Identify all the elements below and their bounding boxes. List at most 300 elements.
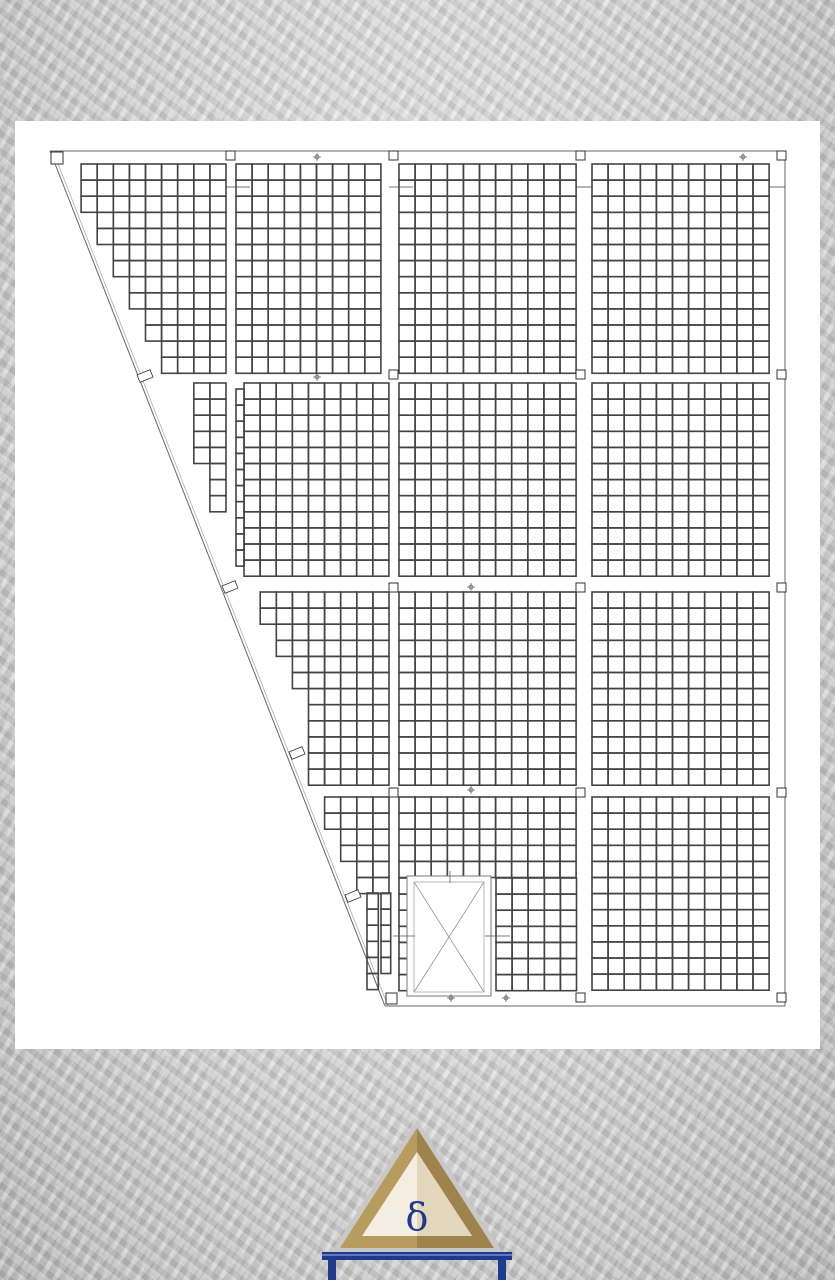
tile <box>737 797 753 813</box>
tile <box>673 769 689 785</box>
diagonal-wall-markers <box>137 370 361 903</box>
tile <box>373 415 389 431</box>
tile <box>624 624 640 640</box>
tile <box>447 164 463 180</box>
tile <box>737 212 753 228</box>
tile <box>512 753 528 769</box>
tile <box>325 544 341 560</box>
tile <box>325 399 341 415</box>
tile <box>737 496 753 512</box>
tile <box>689 325 705 341</box>
tile <box>512 544 528 560</box>
tile <box>349 228 365 244</box>
tile <box>608 813 624 829</box>
tile <box>705 894 721 910</box>
tile <box>210 196 226 212</box>
tile <box>624 640 640 656</box>
tile <box>721 878 737 894</box>
tile <box>333 212 349 228</box>
tile <box>721 383 737 399</box>
tile <box>721 309 737 325</box>
tile <box>268 325 284 341</box>
tile <box>705 813 721 829</box>
tile <box>705 544 721 560</box>
tile <box>373 608 389 624</box>
tile <box>447 480 463 496</box>
tile <box>447 447 463 463</box>
tile <box>705 769 721 785</box>
tile <box>721 753 737 769</box>
tile <box>210 415 226 431</box>
tile <box>640 431 656 447</box>
tile <box>512 656 528 672</box>
tile <box>705 753 721 769</box>
tile <box>512 975 528 991</box>
cross-mark <box>739 153 747 161</box>
tile <box>463 673 479 689</box>
tile <box>673 829 689 845</box>
tile <box>608 415 624 431</box>
tile <box>656 958 672 974</box>
tile <box>236 470 244 486</box>
shaft-outline <box>407 876 491 996</box>
tile <box>480 797 496 813</box>
tile <box>656 753 672 769</box>
tile <box>721 277 737 293</box>
tile <box>162 212 178 228</box>
tile <box>640 737 656 753</box>
tile <box>608 512 624 528</box>
tile <box>415 624 431 640</box>
tile <box>528 293 544 309</box>
logo-base-leg-left <box>328 1260 336 1280</box>
tile <box>463 624 479 640</box>
tile <box>656 164 672 180</box>
tile <box>512 942 528 958</box>
tile <box>415 196 431 212</box>
tile <box>608 293 624 309</box>
tile <box>528 261 544 277</box>
tile <box>194 293 210 309</box>
tile <box>560 721 576 737</box>
tile <box>496 910 512 926</box>
tile <box>268 341 284 357</box>
tile <box>244 431 260 447</box>
tile <box>673 528 689 544</box>
tile <box>721 245 737 261</box>
tile <box>624 829 640 845</box>
column-square <box>389 583 398 592</box>
tile <box>608 721 624 737</box>
tile <box>560 399 576 415</box>
tile <box>252 325 268 341</box>
tile <box>705 277 721 293</box>
tile <box>640 753 656 769</box>
logo-base <box>322 1252 512 1280</box>
tile <box>624 180 640 196</box>
tile <box>236 293 252 309</box>
tile <box>721 528 737 544</box>
tile <box>689 293 705 309</box>
tile <box>194 447 210 463</box>
tile <box>415 705 431 721</box>
tile <box>624 926 640 942</box>
tile <box>244 464 260 480</box>
tile <box>737 910 753 926</box>
company-logo <box>322 1118 512 1280</box>
tile <box>146 196 162 212</box>
tile <box>309 592 325 608</box>
tile <box>399 341 415 357</box>
tile <box>341 769 357 785</box>
tile <box>592 277 608 293</box>
tile <box>365 196 381 212</box>
tile <box>431 228 447 244</box>
tile <box>624 277 640 293</box>
tile <box>608 528 624 544</box>
tile <box>624 878 640 894</box>
tile <box>544 228 560 244</box>
tile <box>496 829 512 845</box>
tile <box>292 608 308 624</box>
tile <box>624 293 640 309</box>
tile <box>333 293 349 309</box>
tile <box>512 293 528 309</box>
tile <box>399 624 415 640</box>
tile <box>673 705 689 721</box>
tile <box>624 721 640 737</box>
tile <box>146 180 162 196</box>
tile <box>447 383 463 399</box>
tile <box>512 592 528 608</box>
tile <box>415 737 431 753</box>
tile <box>512 894 528 910</box>
tile <box>373 592 389 608</box>
tile <box>592 261 608 277</box>
tile <box>260 496 276 512</box>
tile <box>721 325 737 341</box>
tile <box>480 737 496 753</box>
dimension-marks <box>226 153 785 1002</box>
tile <box>737 845 753 861</box>
tile <box>210 496 226 512</box>
tile <box>753 894 769 910</box>
tile <box>673 480 689 496</box>
tile <box>560 261 576 277</box>
tile <box>236 437 244 453</box>
tile <box>415 656 431 672</box>
tile <box>373 689 389 705</box>
tile <box>300 357 316 373</box>
tile <box>624 689 640 705</box>
tile <box>608 910 624 926</box>
tile <box>308 431 324 447</box>
tile <box>325 608 341 624</box>
tile <box>276 399 292 415</box>
tile <box>480 309 496 325</box>
tile <box>415 325 431 341</box>
tile <box>624 705 640 721</box>
tile <box>496 640 512 656</box>
tile <box>656 512 672 528</box>
tile <box>292 640 308 656</box>
tile <box>373 797 389 813</box>
tile <box>341 737 357 753</box>
tile <box>689 753 705 769</box>
tile <box>300 341 316 357</box>
tile <box>753 721 769 737</box>
tile <box>689 721 705 737</box>
tile <box>480 705 496 721</box>
tile <box>528 277 544 293</box>
tile <box>705 341 721 357</box>
tile <box>689 528 705 544</box>
tile <box>463 293 479 309</box>
tile <box>608 480 624 496</box>
tile <box>447 399 463 415</box>
tile <box>496 212 512 228</box>
tile <box>753 942 769 958</box>
tile <box>512 325 528 341</box>
tile <box>341 383 357 399</box>
tile <box>431 357 447 373</box>
tile <box>624 528 640 544</box>
tile <box>608 878 624 894</box>
tile <box>721 861 737 877</box>
tile <box>689 431 705 447</box>
tile <box>592 737 608 753</box>
tile <box>236 405 244 421</box>
tile <box>544 164 560 180</box>
tile <box>640 926 656 942</box>
tile <box>673 640 689 656</box>
tile <box>705 640 721 656</box>
tile <box>608 383 624 399</box>
tile <box>210 180 226 196</box>
tile <box>162 261 178 277</box>
tile <box>113 212 129 228</box>
tile <box>753 357 769 373</box>
tile <box>309 640 325 656</box>
tile <box>463 447 479 463</box>
tile <box>308 399 324 415</box>
tile <box>146 293 162 309</box>
tile <box>480 528 496 544</box>
tile <box>592 974 608 990</box>
tile <box>357 689 373 705</box>
tile <box>349 245 365 261</box>
tile <box>447 656 463 672</box>
tile <box>560 196 576 212</box>
tile <box>252 341 268 357</box>
tile <box>496 164 512 180</box>
tile <box>640 399 656 415</box>
tile <box>284 341 300 357</box>
tile <box>415 164 431 180</box>
tile <box>463 689 479 705</box>
tile <box>367 974 378 990</box>
tile <box>753 261 769 277</box>
tile <box>210 341 226 357</box>
tile-grid-bay-r3c3 <box>399 592 576 785</box>
tile <box>608 309 624 325</box>
tile <box>252 357 268 373</box>
tile <box>705 942 721 958</box>
tile <box>447 357 463 373</box>
tile <box>560 464 576 480</box>
tile <box>560 926 576 942</box>
tile <box>480 415 496 431</box>
tile <box>544 942 560 958</box>
tile <box>640 447 656 463</box>
tile <box>592 447 608 463</box>
tile <box>284 245 300 261</box>
tile <box>463 608 479 624</box>
tile <box>753 447 769 463</box>
tile <box>463 845 479 861</box>
tile <box>308 464 324 480</box>
tile <box>512 673 528 689</box>
tile <box>357 431 373 447</box>
tile <box>325 797 341 813</box>
tile <box>528 447 544 463</box>
tile <box>260 399 276 415</box>
tile-grid-bay-r4c2-tail2 <box>381 893 391 974</box>
tile <box>560 640 576 656</box>
column-square <box>226 151 235 160</box>
tile <box>673 737 689 753</box>
tile <box>300 277 316 293</box>
tile <box>496 608 512 624</box>
tile <box>673 624 689 640</box>
tile <box>753 464 769 480</box>
tile <box>373 447 389 463</box>
tile <box>480 624 496 640</box>
tile <box>560 942 576 958</box>
tile <box>608 212 624 228</box>
tile <box>640 592 656 608</box>
tile <box>721 415 737 431</box>
tile <box>480 399 496 415</box>
tile <box>292 399 308 415</box>
column-square <box>777 788 786 797</box>
tile <box>721 894 737 910</box>
tile <box>447 528 463 544</box>
tile <box>544 431 560 447</box>
tile <box>292 464 308 480</box>
tile <box>373 656 389 672</box>
tile <box>268 293 284 309</box>
tile <box>689 261 705 277</box>
tile <box>399 512 415 528</box>
tile <box>624 797 640 813</box>
tile <box>560 829 576 845</box>
tile <box>381 893 391 909</box>
tile <box>399 399 415 415</box>
tile <box>308 560 324 576</box>
tile <box>431 293 447 309</box>
tile <box>544 624 560 640</box>
tile <box>528 673 544 689</box>
tile <box>447 608 463 624</box>
tile <box>656 689 672 705</box>
tile <box>367 909 378 925</box>
tile <box>753 656 769 672</box>
tile <box>463 512 479 528</box>
tile <box>592 861 608 877</box>
tile <box>349 261 365 277</box>
tile <box>194 196 210 212</box>
tile <box>162 357 178 373</box>
tile <box>608 464 624 480</box>
tile <box>753 196 769 212</box>
tile <box>721 721 737 737</box>
tile <box>544 180 560 196</box>
tile <box>737 592 753 608</box>
tile <box>624 592 640 608</box>
tile <box>341 560 357 576</box>
tile <box>705 447 721 463</box>
tile <box>194 357 210 373</box>
tile <box>260 480 276 496</box>
tile-grids <box>81 164 769 991</box>
tile <box>753 544 769 560</box>
tile <box>309 608 325 624</box>
tile <box>496 399 512 415</box>
tile <box>480 813 496 829</box>
tile <box>463 212 479 228</box>
tile <box>753 689 769 705</box>
tile <box>496 769 512 785</box>
tile <box>721 212 737 228</box>
tile <box>705 309 721 325</box>
tile <box>544 496 560 512</box>
tile <box>512 560 528 576</box>
tile <box>673 544 689 560</box>
tile <box>592 910 608 926</box>
tile <box>753 974 769 990</box>
tile <box>341 673 357 689</box>
tile <box>178 245 194 261</box>
tile <box>276 528 292 544</box>
tile <box>431 673 447 689</box>
tile <box>415 560 431 576</box>
tile <box>721 813 737 829</box>
tile <box>357 560 373 576</box>
tile <box>292 592 308 608</box>
tile <box>753 861 769 877</box>
tile <box>737 753 753 769</box>
tile <box>528 624 544 640</box>
tile <box>431 624 447 640</box>
tile <box>689 544 705 560</box>
tile <box>721 705 737 721</box>
tile <box>737 228 753 244</box>
tile <box>737 624 753 640</box>
tile <box>592 341 608 357</box>
tile <box>447 705 463 721</box>
tile <box>656 496 672 512</box>
tile <box>341 829 357 845</box>
tile <box>431 196 447 212</box>
tile <box>512 261 528 277</box>
tile <box>178 277 194 293</box>
tile <box>480 656 496 672</box>
tile <box>560 910 576 926</box>
tile <box>431 464 447 480</box>
tile <box>640 180 656 196</box>
tile <box>512 496 528 512</box>
